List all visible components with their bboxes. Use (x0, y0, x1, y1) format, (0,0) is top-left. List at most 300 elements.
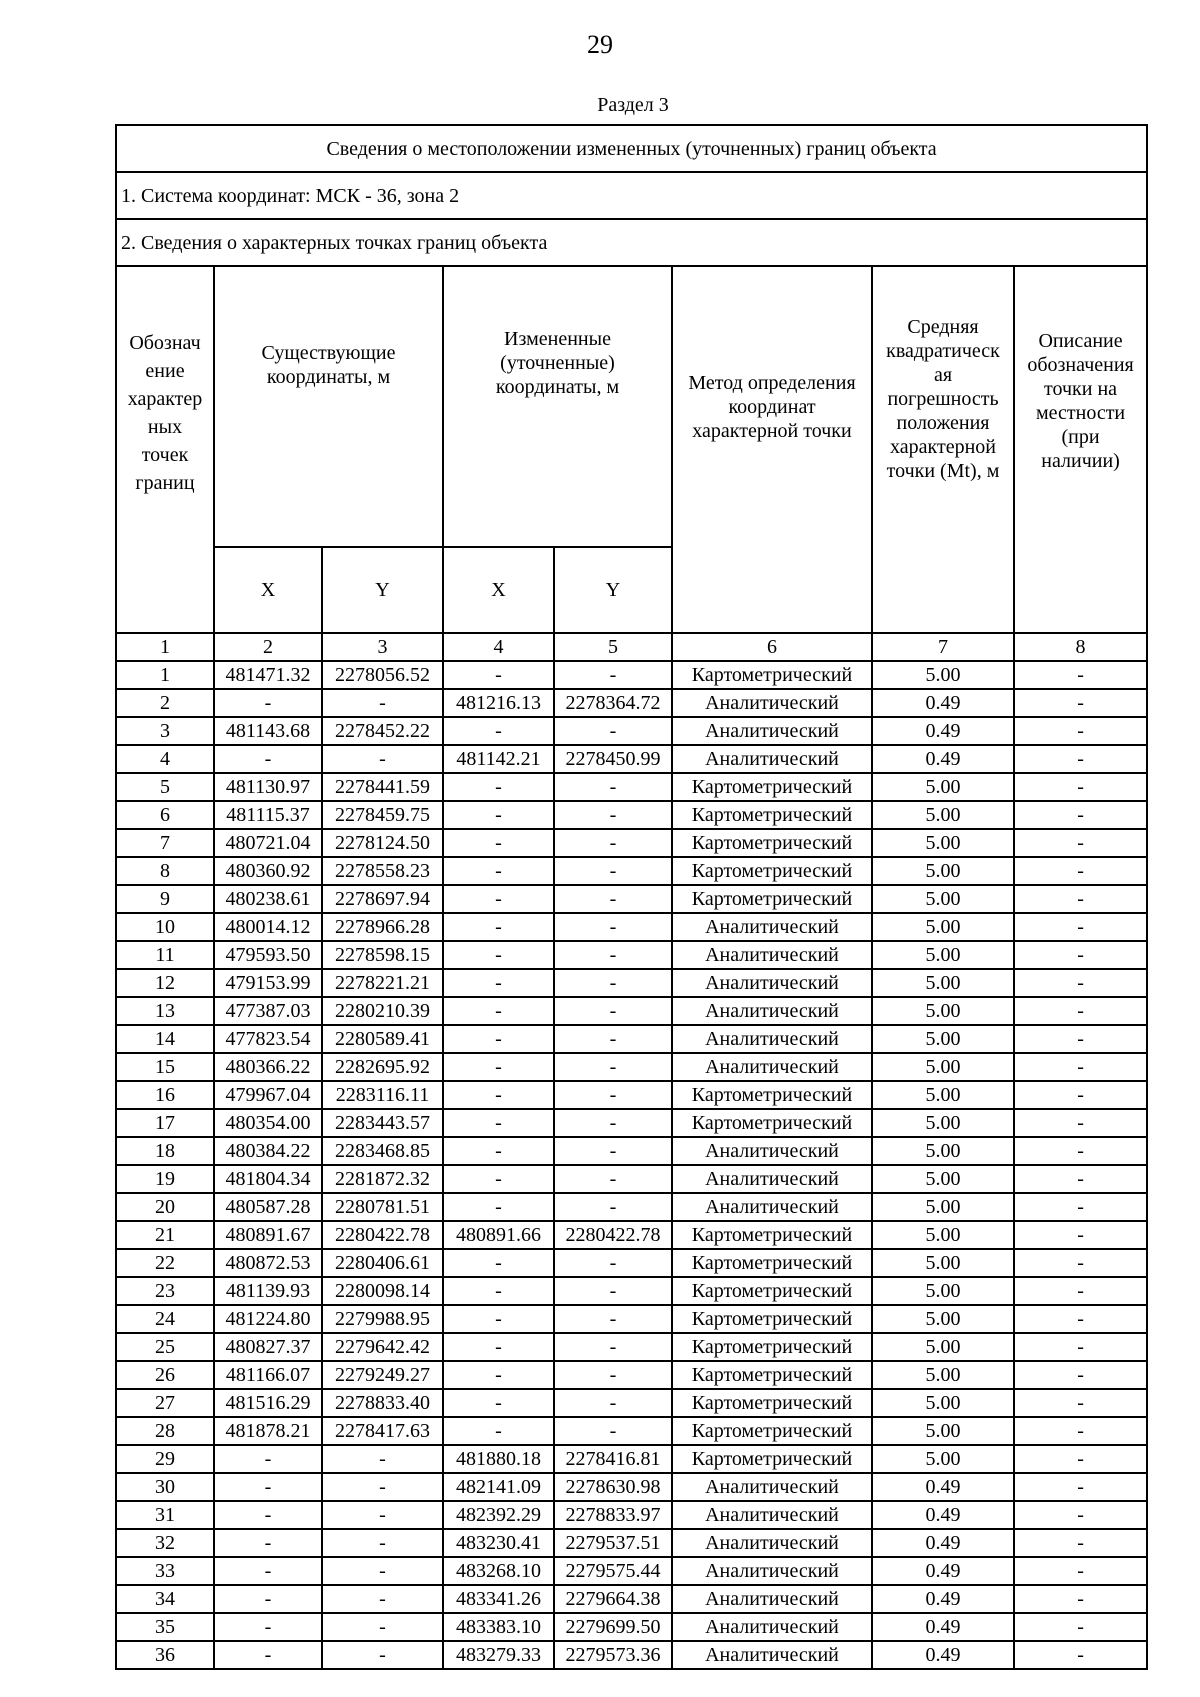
table-row (116, 1305, 1147, 1333)
cell-changed-y: - (554, 1305, 672, 1333)
cell-error: 5.00 (872, 829, 1014, 857)
table-row (116, 1361, 1147, 1389)
table-row (116, 1389, 1147, 1417)
cell-description: - (1014, 717, 1147, 745)
cell-changed-x: - (443, 1137, 554, 1165)
cell-point-number: 8 (116, 857, 214, 885)
cell-existing-y: - (322, 689, 443, 717)
cell-existing-y: 2278441.59 (322, 773, 443, 801)
cell-method: Аналитический (672, 1053, 872, 1081)
cell-point-number: 27 (116, 1389, 214, 1417)
cell-error: 5.00 (872, 1109, 1014, 1137)
cell-changed-x: - (443, 857, 554, 885)
cell-changed-y: - (554, 1333, 672, 1361)
column-number: 4 (443, 633, 554, 661)
page-number: 29 (587, 30, 613, 59)
cell-existing-x: - (214, 1613, 322, 1641)
cell-changed-x: - (443, 801, 554, 829)
cell-existing-y: 2278459.75 (322, 801, 443, 829)
cell-method: Картометрический (672, 885, 872, 913)
cell-changed-y: - (554, 1165, 672, 1193)
cell-error: 5.00 (872, 1417, 1014, 1445)
column-number: 2 (214, 633, 322, 661)
table-row (116, 969, 1147, 997)
table-row (116, 1585, 1147, 1613)
cell-changed-y: - (554, 1137, 672, 1165)
cell-error: 0.49 (872, 1529, 1014, 1557)
cell-existing-x: 480384.22 (214, 1137, 322, 1165)
cell-point-number: 3 (116, 717, 214, 745)
cell-changed-y: - (554, 885, 672, 913)
cell-method: Аналитический (672, 997, 872, 1025)
table-row (116, 1557, 1147, 1585)
coordinate-system: 1. Система координат: МСК - 36, зона 2 (116, 172, 1147, 219)
cell-changed-y: - (554, 1417, 672, 1445)
table-row (116, 885, 1147, 913)
cell-changed-y: - (554, 1361, 672, 1389)
cell-changed-y: - (554, 1109, 672, 1137)
table-row (116, 1025, 1147, 1053)
cell-method: Аналитический (672, 969, 872, 997)
cell-method: Аналитический (672, 1165, 872, 1193)
cell-point-number: 26 (116, 1361, 214, 1389)
cell-error: 0.49 (872, 1613, 1014, 1641)
cell-existing-x: - (214, 1445, 322, 1473)
cell-method: Картометрический (672, 1333, 872, 1361)
column-number: 5 (554, 633, 672, 661)
cell-existing-x: 480014.12 (214, 913, 322, 941)
cell-existing-x: - (214, 1501, 322, 1529)
table-row (116, 689, 1147, 717)
cell-existing-x: 480354.00 (214, 1109, 322, 1137)
cell-method: Аналитический (672, 1473, 872, 1501)
cell-point-number: 13 (116, 997, 214, 1025)
cell-existing-y: 2278124.50 (322, 829, 443, 857)
header-existing: Существующие координаты, м (214, 266, 443, 547)
cell-description: - (1014, 801, 1147, 829)
cell-changed-y: 2279664.38 (554, 1585, 672, 1613)
cell-changed-y: - (554, 661, 672, 689)
cell-changed-x: - (443, 717, 554, 745)
cell-point-number: 22 (116, 1249, 214, 1277)
table-row (116, 1613, 1147, 1641)
cell-changed-x: - (443, 913, 554, 941)
cell-changed-y: 2278416.81 (554, 1445, 672, 1473)
cell-description: - (1014, 1417, 1147, 1445)
cell-existing-y: 2278417.63 (322, 1417, 443, 1445)
column-number: 8 (1014, 633, 1147, 661)
cell-point-number: 14 (116, 1025, 214, 1053)
cell-changed-x: - (443, 941, 554, 969)
cell-point-number: 9 (116, 885, 214, 913)
cell-changed-y: - (554, 857, 672, 885)
cell-method: Картометрический (672, 773, 872, 801)
cell-existing-x: 481166.07 (214, 1361, 322, 1389)
cell-point-number: 20 (116, 1193, 214, 1221)
cell-changed-y: - (554, 717, 672, 745)
cell-changed-x: 481880.18 (443, 1445, 554, 1473)
cell-description: - (1014, 1613, 1147, 1641)
cell-point-number: 23 (116, 1277, 214, 1305)
cell-description: - (1014, 1025, 1147, 1053)
cell-changed-y: - (554, 773, 672, 801)
cell-existing-x: 481224.80 (214, 1305, 322, 1333)
cell-point-number: 36 (116, 1641, 214, 1669)
cell-description: - (1014, 1529, 1147, 1557)
cell-changed-y: - (554, 1025, 672, 1053)
cell-changed-x: 482392.29 (443, 1501, 554, 1529)
cell-point-number: 19 (116, 1165, 214, 1193)
table-row (116, 745, 1147, 773)
cell-existing-y: 2280210.39 (322, 997, 443, 1025)
cell-method: Аналитический (672, 1137, 872, 1165)
header-method: Метод определения координат характерной точки (672, 266, 872, 633)
header-changed-x: X (443, 547, 554, 633)
cell-changed-x: - (443, 1277, 554, 1305)
cell-existing-y: 2279249.27 (322, 1361, 443, 1389)
cell-description: - (1014, 1585, 1147, 1613)
cell-error: 5.00 (872, 857, 1014, 885)
table-row (116, 1473, 1147, 1501)
cell-error: 0.49 (872, 1641, 1014, 1669)
cell-changed-y: - (554, 829, 672, 857)
cell-existing-y: 2279642.42 (322, 1333, 443, 1361)
cell-method: Картометрический (672, 1249, 872, 1277)
cell-description: - (1014, 1109, 1147, 1137)
cell-description: - (1014, 1137, 1147, 1165)
cell-changed-x: - (443, 1025, 554, 1053)
header-existing-y: Y (322, 547, 443, 633)
cell-existing-y: 2280422.78 (322, 1221, 443, 1249)
cell-point-number: 24 (116, 1305, 214, 1333)
cell-changed-y: 2278364.72 (554, 689, 672, 717)
cell-error: 5.00 (872, 913, 1014, 941)
cell-existing-x: - (214, 745, 322, 773)
cell-error: 5.00 (872, 1333, 1014, 1361)
cell-existing-y: 2282695.92 (322, 1053, 443, 1081)
table-row (116, 717, 1147, 745)
cell-changed-y: - (554, 941, 672, 969)
cell-existing-x: 480721.04 (214, 829, 322, 857)
table-title: Сведения о местоположении измененных (уточненных) границ объекта (116, 125, 1147, 172)
cell-method: Картометрический (672, 1417, 872, 1445)
cell-error: 0.49 (872, 1557, 1014, 1585)
cell-existing-x: - (214, 1473, 322, 1501)
cell-error: 5.00 (872, 941, 1014, 969)
cell-existing-y: - (322, 1585, 443, 1613)
cell-changed-y: - (554, 1193, 672, 1221)
table-row (116, 801, 1147, 829)
cell-method: Аналитический (672, 1585, 872, 1613)
cell-changed-x: 481216.13 (443, 689, 554, 717)
column-numbers-row (116, 633, 1147, 661)
cell-point-number: 7 (116, 829, 214, 857)
cell-error: 0.49 (872, 689, 1014, 717)
cell-point-number: 32 (116, 1529, 214, 1557)
cell-existing-x: - (214, 689, 322, 717)
cell-point-number: 25 (116, 1333, 214, 1361)
cell-method: Картометрический (672, 1305, 872, 1333)
cell-point-number: 4 (116, 745, 214, 773)
cell-method: Аналитический (672, 1641, 872, 1669)
cell-changed-x: - (443, 773, 554, 801)
cell-error: 0.49 (872, 717, 1014, 745)
table-row (116, 1081, 1147, 1109)
table-row (116, 1249, 1147, 1277)
cell-existing-y: 2280781.51 (322, 1193, 443, 1221)
cell-existing-x: - (214, 1557, 322, 1585)
cell-point-number: 5 (116, 773, 214, 801)
cell-existing-x: 479153.99 (214, 969, 322, 997)
cell-existing-x: 480366.22 (214, 1053, 322, 1081)
cell-method: Картометрический (672, 1109, 872, 1137)
table-body (116, 661, 1147, 1669)
cell-error: 5.00 (872, 1249, 1014, 1277)
cell-existing-y: - (322, 745, 443, 773)
cell-error: 5.00 (872, 1053, 1014, 1081)
cell-method: Аналитический (672, 1025, 872, 1053)
header-designation: Обознач ение характер ных точек границ (116, 266, 214, 633)
cell-error: 0.49 (872, 1501, 1014, 1529)
cell-existing-x: 480360.92 (214, 857, 322, 885)
cell-description: - (1014, 1165, 1147, 1193)
cell-existing-y: 2280098.14 (322, 1277, 443, 1305)
column-number: 3 (322, 633, 443, 661)
cell-changed-y: - (554, 997, 672, 1025)
cell-error: 5.00 (872, 801, 1014, 829)
cell-changed-y: 2278630.98 (554, 1473, 672, 1501)
cell-changed-x: 481142.21 (443, 745, 554, 773)
cell-existing-x: 481471.32 (214, 661, 322, 689)
cell-changed-x: - (443, 969, 554, 997)
cell-changed-x: 483230.41 (443, 1529, 554, 1557)
cell-existing-x: 481516.29 (214, 1389, 322, 1417)
cell-error: 0.49 (872, 745, 1014, 773)
cell-error: 5.00 (872, 1193, 1014, 1221)
cell-method: Картометрический (672, 1389, 872, 1417)
cell-method: Картометрический (672, 1277, 872, 1305)
table-row (116, 997, 1147, 1025)
cell-point-number: 29 (116, 1445, 214, 1473)
cell-existing-y: 2278598.15 (322, 941, 443, 969)
cell-point-number: 21 (116, 1221, 214, 1249)
cell-existing-y: 2281872.32 (322, 1165, 443, 1193)
cell-changed-x: - (443, 661, 554, 689)
cell-existing-x: 481130.97 (214, 773, 322, 801)
cell-error: 0.49 (872, 1473, 1014, 1501)
cell-error: 5.00 (872, 1221, 1014, 1249)
cell-point-number: 2 (116, 689, 214, 717)
cell-description: - (1014, 969, 1147, 997)
table-row (116, 773, 1147, 801)
cell-changed-x: - (443, 1333, 554, 1361)
cell-error: 5.00 (872, 969, 1014, 997)
cell-point-number: 15 (116, 1053, 214, 1081)
cell-existing-y: 2278558.23 (322, 857, 443, 885)
cell-description: - (1014, 1501, 1147, 1529)
table-row (116, 1109, 1147, 1137)
cell-description: - (1014, 829, 1147, 857)
cell-description: - (1014, 885, 1147, 913)
cell-point-number: 1 (116, 661, 214, 689)
cell-error: 5.00 (872, 997, 1014, 1025)
table-row (116, 941, 1147, 969)
table-row (116, 1193, 1147, 1221)
cell-error: 5.00 (872, 1445, 1014, 1473)
cell-existing-y: 2278452.22 (322, 717, 443, 745)
cell-existing-y: 2280406.61 (322, 1249, 443, 1277)
cell-point-number: 34 (116, 1585, 214, 1613)
cell-changed-y: - (554, 1249, 672, 1277)
cell-description: - (1014, 997, 1147, 1025)
cell-changed-x: - (443, 1249, 554, 1277)
cell-changed-y: - (554, 1081, 672, 1109)
header-changed-y: Y (554, 547, 672, 633)
table-row (116, 913, 1147, 941)
section-title: Раздел 3 (597, 94, 669, 116)
table-row (116, 829, 1147, 857)
table-row (116, 857, 1147, 885)
cell-error: 5.00 (872, 661, 1014, 689)
cell-method: Аналитический (672, 1193, 872, 1221)
cell-error: 5.00 (872, 1277, 1014, 1305)
cell-description: - (1014, 1193, 1147, 1221)
cell-existing-y: 2278966.28 (322, 913, 443, 941)
cell-error: 5.00 (872, 1137, 1014, 1165)
cell-description: - (1014, 1277, 1147, 1305)
cell-changed-y: - (554, 801, 672, 829)
cell-existing-y: 2278697.94 (322, 885, 443, 913)
cell-error: 5.00 (872, 1165, 1014, 1193)
table-row (116, 1137, 1147, 1165)
cell-error: 5.00 (872, 885, 1014, 913)
cell-description: - (1014, 1249, 1147, 1277)
cell-existing-x: 477823.54 (214, 1025, 322, 1053)
cell-existing-y: 2278221.21 (322, 969, 443, 997)
cell-point-number: 33 (116, 1557, 214, 1585)
cell-changed-y: - (554, 969, 672, 997)
cell-description: - (1014, 1361, 1147, 1389)
cell-point-number: 12 (116, 969, 214, 997)
cell-changed-x: 482141.09 (443, 1473, 554, 1501)
table-row (116, 1165, 1147, 1193)
cell-existing-x: 481878.21 (214, 1417, 322, 1445)
cell-existing-x: 480238.61 (214, 885, 322, 913)
cell-changed-x: - (443, 1305, 554, 1333)
cell-existing-x: 477387.03 (214, 997, 322, 1025)
cell-changed-x: - (443, 1417, 554, 1445)
cell-method: Картометрический (672, 1221, 872, 1249)
column-number: 7 (872, 633, 1014, 661)
cell-changed-y: - (554, 913, 672, 941)
cell-method: Аналитический (672, 745, 872, 773)
cell-existing-y: 2283116.11 (322, 1081, 443, 1109)
cell-method: Картометрический (672, 1445, 872, 1473)
cell-method: Аналитический (672, 941, 872, 969)
cell-existing-x: - (214, 1585, 322, 1613)
cell-point-number: 10 (116, 913, 214, 941)
table-row (116, 1445, 1147, 1473)
cell-existing-x: - (214, 1529, 322, 1557)
cell-description: - (1014, 1053, 1147, 1081)
cell-existing-x: - (214, 1641, 322, 1669)
table-row (116, 1333, 1147, 1361)
cell-existing-y: - (322, 1445, 443, 1473)
column-number: 1 (116, 633, 214, 661)
cell-existing-y: - (322, 1473, 443, 1501)
cell-changed-y: 2278833.97 (554, 1501, 672, 1529)
cell-changed-y: 2279537.51 (554, 1529, 672, 1557)
table-row (116, 1221, 1147, 1249)
cell-changed-x: 483383.10 (443, 1613, 554, 1641)
points-heading: 2. Сведения о характерных точках границ объекта (116, 219, 1147, 266)
cell-changed-x: - (443, 1109, 554, 1137)
cell-changed-x: 483279.33 (443, 1641, 554, 1669)
table-row (116, 1641, 1147, 1669)
cell-description: - (1014, 857, 1147, 885)
cell-point-number: 11 (116, 941, 214, 969)
cell-error: 5.00 (872, 1081, 1014, 1109)
cell-changed-y: - (554, 1389, 672, 1417)
table-row (116, 1053, 1147, 1081)
cell-description: - (1014, 661, 1147, 689)
boundary-points-table (115, 124, 1148, 1670)
cell-error: 5.00 (872, 1025, 1014, 1053)
cell-existing-y: 2283468.85 (322, 1137, 443, 1165)
cell-point-number: 16 (116, 1081, 214, 1109)
cell-description: - (1014, 1221, 1147, 1249)
cell-existing-x: 481115.37 (214, 801, 322, 829)
cell-existing-x: 481139.93 (214, 1277, 322, 1305)
cell-point-number: 28 (116, 1417, 214, 1445)
cell-changed-y: 2279573.36 (554, 1641, 672, 1669)
cell-method: Аналитический (672, 913, 872, 941)
table-row (116, 661, 1147, 689)
cell-changed-x: - (443, 885, 554, 913)
cell-method: Картометрический (672, 801, 872, 829)
cell-method: Аналитический (672, 689, 872, 717)
cell-changed-x: - (443, 1053, 554, 1081)
cell-method: Аналитический (672, 1501, 872, 1529)
cell-changed-x: 480891.66 (443, 1221, 554, 1249)
cell-description: - (1014, 1305, 1147, 1333)
cell-existing-x: 479967.04 (214, 1081, 322, 1109)
cell-existing-x: 480891.67 (214, 1221, 322, 1249)
cell-error: 5.00 (872, 1361, 1014, 1389)
cell-changed-y: - (554, 1277, 672, 1305)
cell-existing-y: - (322, 1501, 443, 1529)
cell-existing-y: - (322, 1641, 443, 1669)
cell-changed-y: 2279699.50 (554, 1613, 672, 1641)
cell-error: 0.49 (872, 1585, 1014, 1613)
cell-point-number: 30 (116, 1473, 214, 1501)
cell-changed-x: - (443, 1389, 554, 1417)
cell-existing-y: 2278833.40 (322, 1389, 443, 1417)
cell-description: - (1014, 1473, 1147, 1501)
cell-changed-y: 2278450.99 (554, 745, 672, 773)
cell-point-number: 6 (116, 801, 214, 829)
cell-changed-x: - (443, 997, 554, 1025)
cell-method: Картометрический (672, 1081, 872, 1109)
cell-existing-x: 480827.37 (214, 1333, 322, 1361)
cell-description: - (1014, 941, 1147, 969)
cell-changed-x: - (443, 1193, 554, 1221)
cell-method: Картометрический (672, 661, 872, 689)
cell-existing-x: 481143.68 (214, 717, 322, 745)
cell-description: - (1014, 1641, 1147, 1669)
cell-changed-x: - (443, 1081, 554, 1109)
cell-description: - (1014, 1445, 1147, 1473)
